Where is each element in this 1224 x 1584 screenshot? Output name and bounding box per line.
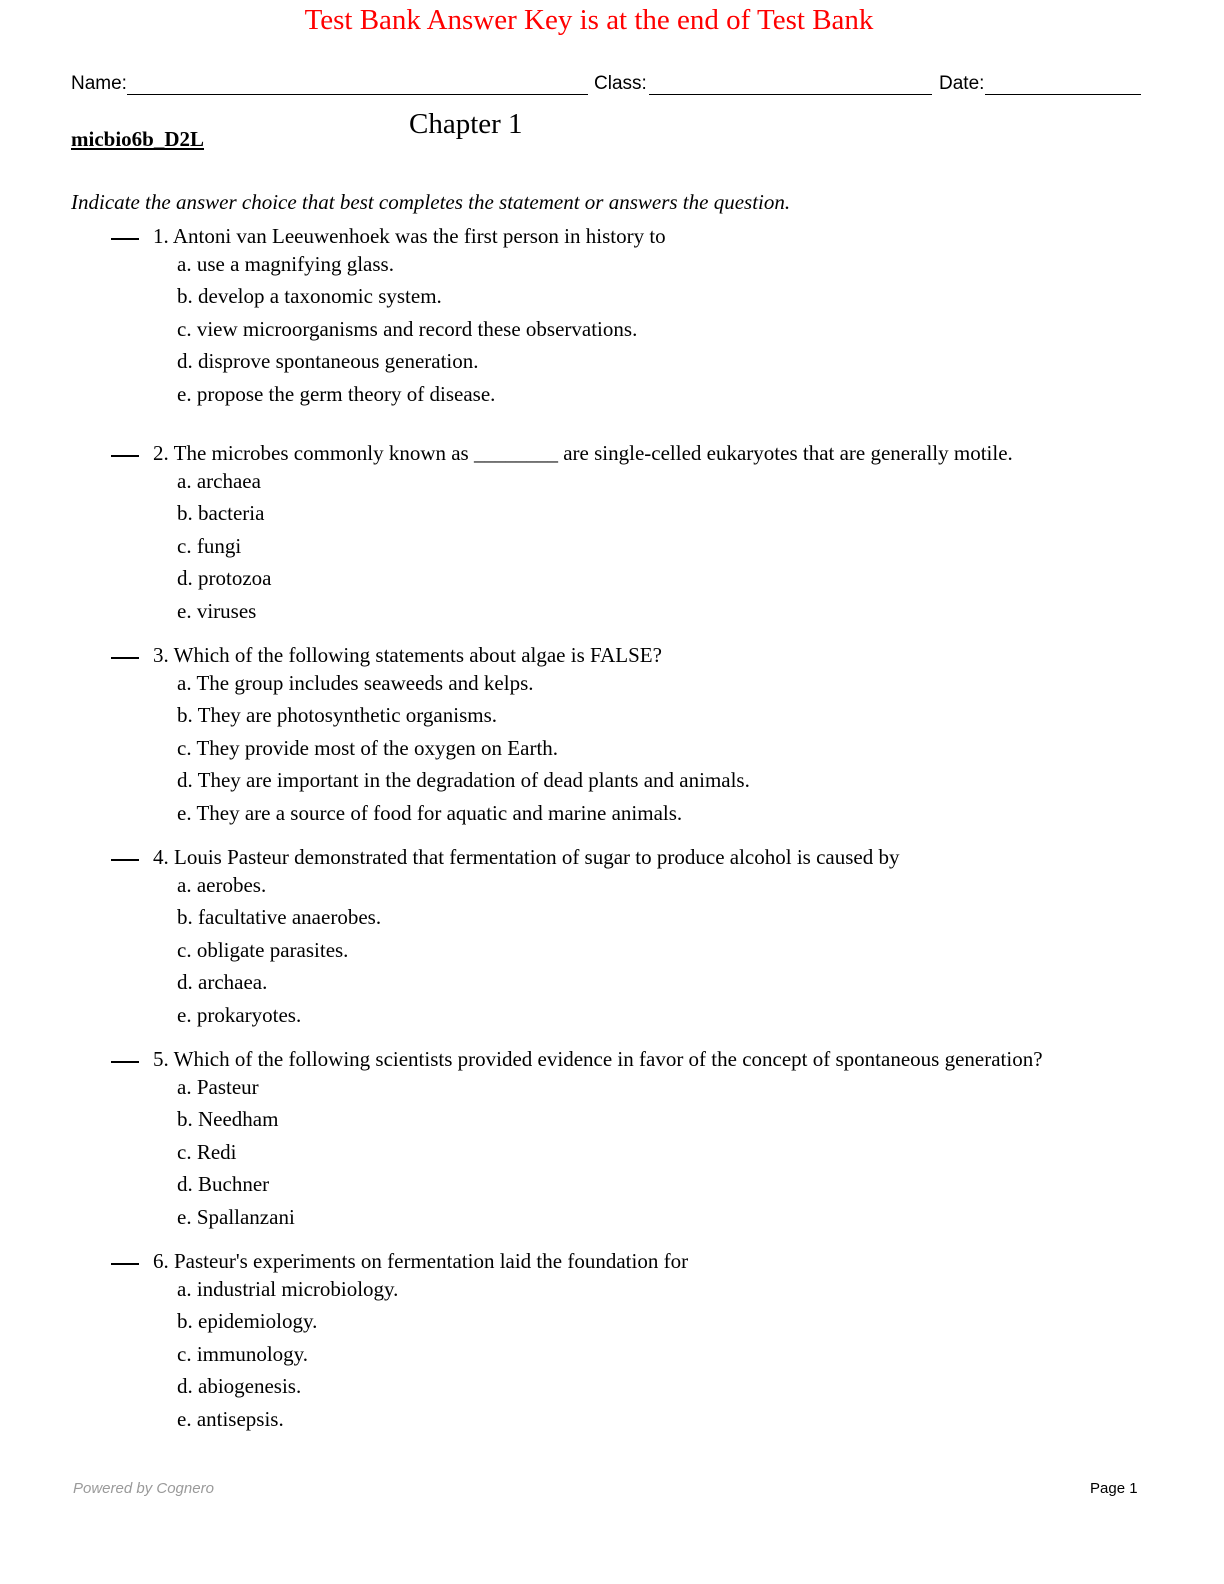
answer-key-banner: Test Bank Answer Key is at the end of Test Bank xyxy=(304,4,874,36)
answer-choice-c: c. immunology. xyxy=(177,1342,309,1366)
answer-choice-d: d. archaea. xyxy=(177,970,268,994)
class-field[interactable] xyxy=(649,94,932,95)
answer-choice-b: b. develop a taxonomic system. xyxy=(177,284,442,308)
answer-choice-b: b. facultative anaerobes. xyxy=(177,905,382,929)
instructions: Indicate the answer choice that best completes the statement or answers the question. xyxy=(71,190,791,214)
answer-choice-a: a. industrial microbiology. xyxy=(177,1277,399,1301)
chapter-title: Chapter 1 xyxy=(409,108,523,140)
answer-choice-c: c. They provide most of the oxygen on Earth. xyxy=(177,736,559,760)
answer-choice-a: a. use a magnifying glass. xyxy=(177,252,394,276)
answer-choice-d: d. Buchner xyxy=(177,1172,270,1196)
answer-blank[interactable] xyxy=(111,859,139,861)
date-field[interactable] xyxy=(985,94,1141,95)
answer-choice-e: e. prokaryotes. xyxy=(177,1003,302,1027)
answer-choice-e: e. propose the germ theory of disease. xyxy=(177,382,496,406)
answer-choice-e: e. They are a source of food for aquatic and marine animals. xyxy=(177,801,683,825)
answer-choice-d: d. protozoa xyxy=(177,566,272,590)
date-label: Date: xyxy=(939,73,985,94)
answer-blank[interactable] xyxy=(111,657,139,659)
page-number: Page 1 xyxy=(1090,1480,1138,1497)
answer-choice-c: c. obligate parasites. xyxy=(177,938,349,962)
name-label: Name: xyxy=(71,73,127,94)
answer-choice-a: a. The group includes seaweeds and kelps. xyxy=(177,671,534,695)
answer-choice-b: b. bacteria xyxy=(177,501,265,525)
answer-choice-e: e. antisepsis. xyxy=(177,1407,284,1431)
answer-choice-c: c. fungi xyxy=(177,534,242,558)
answer-choice-b: b. Needham xyxy=(177,1107,279,1131)
question-stem: 6. Pasteur's experiments on fermentation laid the foundation for xyxy=(153,1249,689,1273)
question-stem: 1. Antoni van Leeuwenhoek was the first person in history to xyxy=(153,224,666,248)
answer-choice-e: e. viruses xyxy=(177,599,257,623)
answer-choice-b: b. They are photosynthetic organisms. xyxy=(177,703,498,727)
answer-blank[interactable] xyxy=(111,238,139,240)
answer-blank[interactable] xyxy=(111,1263,139,1265)
question-stem: 4. Louis Pasteur demonstrated that fermentation of sugar to produce alcohol is caused by xyxy=(153,845,900,869)
question-stem: 5. Which of the following scientists provided evidence in favor of the concept of spontaneous generation? xyxy=(153,1047,1043,1071)
answer-choice-a: a. archaea xyxy=(177,469,261,493)
answer-choice-d: d. disprove spontaneous generation. xyxy=(177,349,479,373)
answer-choice-b: b. epidemiology. xyxy=(177,1309,318,1333)
answer-choice-a: a. aerobes. xyxy=(177,873,267,897)
name-field[interactable] xyxy=(127,94,588,95)
test-code: micbio6b_D2L xyxy=(71,127,205,151)
answer-choice-e: e. Spallanzani xyxy=(177,1205,295,1229)
question-stem: 3. Which of the following statements about algae is FALSE? xyxy=(153,643,662,667)
answer-blank[interactable] xyxy=(111,455,139,457)
answer-choice-c: c. view microorganisms and record these observations. xyxy=(177,317,638,341)
answer-choice-d: d. abiogenesis. xyxy=(177,1374,302,1398)
question-stem: 2. The microbes commonly known as ________ are single-celled eukaryotes that are generally motile. xyxy=(153,441,1013,465)
class-label: Class: xyxy=(594,73,647,94)
answer-choice-d: d. They are important in the degradation of dead plants and animals. xyxy=(177,768,750,792)
answer-blank[interactable] xyxy=(111,1061,139,1063)
powered-by-footer: Powered by Cognero xyxy=(73,1480,214,1497)
answer-choice-a: a. Pasteur xyxy=(177,1075,259,1099)
answer-choice-c: c. Redi xyxy=(177,1140,237,1164)
